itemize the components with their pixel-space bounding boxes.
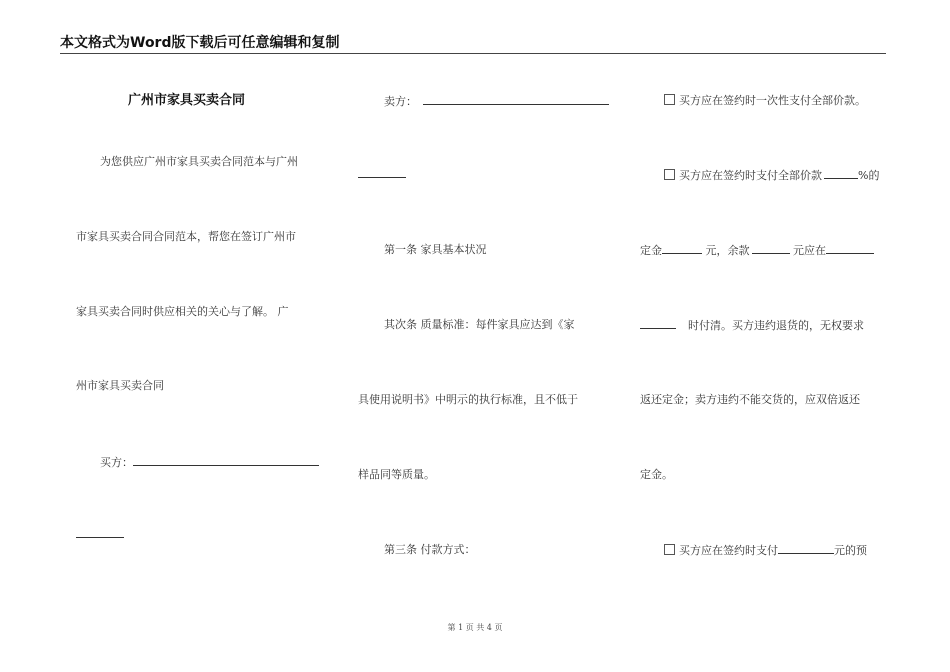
- payment-due-line: [640, 318, 864, 333]
- intro-line-2: 市家具买卖合同合同范本，帮您在签订广州市: [76, 230, 296, 243]
- buyer-label: 买方：: [100, 456, 133, 469]
- payment-option-2: [664, 168, 879, 183]
- seller-continuation-blank: [358, 167, 406, 178]
- prepayment-amount-blank: [778, 543, 834, 554]
- buyer-name-blank: [133, 455, 319, 466]
- option-1-text: 买方应在签约时一次性支付全部价款。: [679, 94, 866, 107]
- deposit-label: 定金: [640, 244, 662, 257]
- payment-option-3: [664, 543, 867, 558]
- document-banner: 本文格式为Word版下载后可任意编辑和复制: [60, 34, 886, 54]
- option-1-checkbox[interactable]: [664, 94, 675, 105]
- option-2-checkbox[interactable]: [664, 169, 675, 180]
- balance-due-label: 元应在: [793, 244, 826, 257]
- intro-line-4: 州市家具买卖合同: [76, 379, 164, 392]
- balance-amount-blank: [752, 243, 790, 254]
- option-3-text: 买方应在签约时支付: [679, 544, 778, 557]
- option-3-checkbox[interactable]: [664, 544, 675, 555]
- option-2-suffix: %的: [858, 169, 880, 182]
- buyer-continuation: [76, 527, 124, 542]
- article-2-line-1: 其次条 质量标准：每件家具应达到《家: [384, 318, 575, 331]
- page-number: 第 1 页 共 4 页: [447, 623, 503, 632]
- deposit-line: [640, 243, 874, 258]
- deposit-percent-blank: [824, 168, 858, 179]
- article-2-line-2: 具使用说明书》中明示的执行标准，且不低于: [358, 393, 578, 406]
- intro-line-3: 家具买卖合同时供应相关的关心与了解。 广: [76, 305, 289, 318]
- seller-line: [384, 94, 609, 109]
- seller-label: 卖方：: [384, 95, 417, 108]
- intro-line-1: 为您供应广州市家具买卖合同范本与广州: [100, 155, 298, 168]
- seller-continuation: [358, 167, 406, 182]
- article-2-line-3: 样品同等质量。: [358, 468, 435, 481]
- article-3: 第三条 付款方式：: [384, 543, 476, 556]
- refund-line: 返还定金；卖方违约不能交货的，应双倍返还: [640, 393, 860, 406]
- option-3-suffix: 元的预: [834, 544, 867, 557]
- balance-label: 元，余款: [705, 244, 750, 257]
- balance-due-blank: [826, 243, 874, 254]
- payment-option-1: [664, 94, 866, 108]
- contract-title: 广州市家具买卖合同: [128, 93, 246, 108]
- buyer-continuation-blank: [76, 527, 124, 538]
- seller-name-blank: [423, 94, 609, 105]
- buyer-line: [100, 455, 319, 470]
- deposit-amount-blank: [662, 243, 702, 254]
- payment-due-text: 时付清。买方违约退货的，无权要求: [688, 319, 864, 332]
- deposit-end-line: 定金。: [640, 468, 673, 481]
- article-1: 第一条 家具基本状况: [384, 243, 487, 256]
- option-2-text: 买方应在签约时支付全部价款: [679, 169, 822, 182]
- payment-date-blank: [640, 318, 676, 329]
